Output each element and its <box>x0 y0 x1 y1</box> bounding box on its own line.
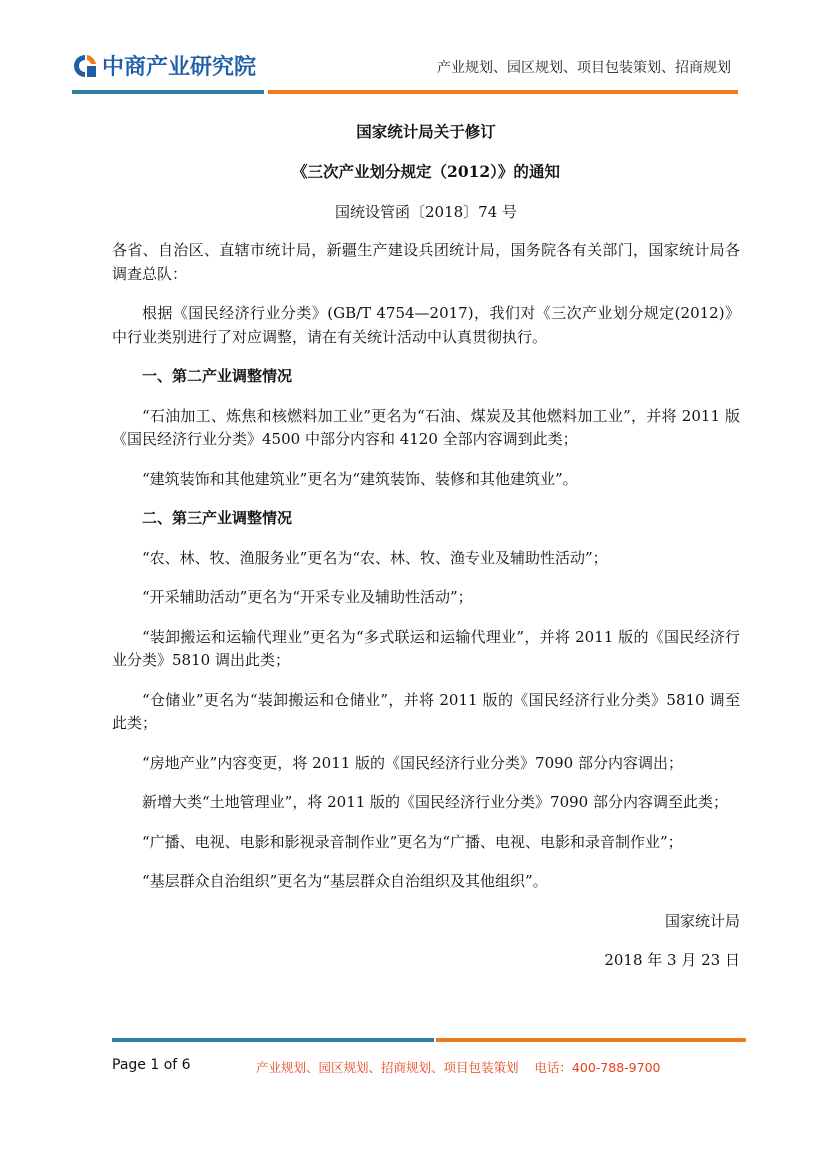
document-date: 2018 年 3 月 23 日 <box>604 951 740 969</box>
header-tagline: 产业规划、园区规划、项目包装策划、招商规划 <box>437 60 731 76</box>
logo-icon <box>72 53 98 79</box>
section2-item: “广播、电视、电影和影视录音制作业”更名为“广播、电视、电影和录音制作业”； <box>142 832 683 851</box>
document-title-line1: 国家统计局关于修订 <box>356 122 496 141</box>
footer-rule-orange <box>436 1038 746 1042</box>
document-body <box>112 118 740 973</box>
footer-services: 产业规划、园区规划、招商规划、项目包装策划 <box>256 1060 519 1075</box>
header-rule-orange <box>268 90 738 94</box>
section1-item: “建筑装饰和其他建筑业”更名为“建筑装饰、装修和其他建筑业”。 <box>142 469 578 488</box>
company-logo <box>72 50 256 81</box>
section2-item: 新增大类“土地管理业”，将 2011 版的《国民经济行业分类》7090 部分内容调至此类； <box>142 793 728 811</box>
document-title-line2: 《三次产业划分规定（2012）》的通知 <box>292 162 560 181</box>
section2-item: “装卸搬运和运输代理业”更名为“多式联运和运输代理业”，并将 2011 版的《国民经济行业分类》5810 调出此类； <box>112 627 740 669</box>
section1-item: “石油加工、炼焦和核燃料加工业”更名为“石油、煤炭及其他燃料加工业”，并将 2011 版《国民经济行业分类》4500 中部分内容和 4120 全部内容调到此类； <box>112 406 740 448</box>
section2-item: “农、林、牧、渔服务业”更名为“农、林、牧、渔专业及辅助性活动”； <box>142 548 608 567</box>
logo-text: 中商产业研究院 <box>102 55 257 80</box>
footer-rule-blue <box>112 1038 434 1042</box>
section2-item: “开采辅助活动”更名为“开采专业及辅助性活动”； <box>142 588 473 606</box>
salutation: 各省、自治区、直辖市统计局，新疆生产建设兵团统计局，国务院各有关部门，国家统计局各调查总队： <box>112 241 740 283</box>
intro-paragraph: 根据《国民经济行业分类》(GB/T 4754—2017)，我们对《三次产业划分规定(2012)》中行业类别进行了对应调整，请在有关统计活动中认真贯彻执行。 <box>112 304 740 346</box>
section2-item: “仓储业”更名为“装卸搬运和仓储业”，并将 2011 版的《国民经济行业分类》5810 调至此类； <box>112 690 740 732</box>
section-heading-secondary: 一、第二产业调整情况 <box>142 367 293 385</box>
page-number: Page 1 of 6 <box>112 1057 191 1073</box>
header-rule-blue <box>72 90 264 94</box>
footer-phone: 电话：400-788-9700 <box>534 1060 661 1075</box>
section2-item: “房地产业”内容变更，将 2011 版的《国民经济行业分类》7090 部分内容调出； <box>142 753 683 772</box>
signature: 国家统计局 <box>664 911 740 930</box>
footer-contact <box>256 1058 660 1076</box>
section-heading-tertiary: 二、第三产业调整情况 <box>142 509 293 527</box>
page-header <box>0 0 826 100</box>
document-number: 国统设管函〔2018〕74 号 <box>334 203 518 221</box>
section2-item: “基层群众自治组织”更名为“基层群众自治组织及其他组织”。 <box>142 872 548 890</box>
